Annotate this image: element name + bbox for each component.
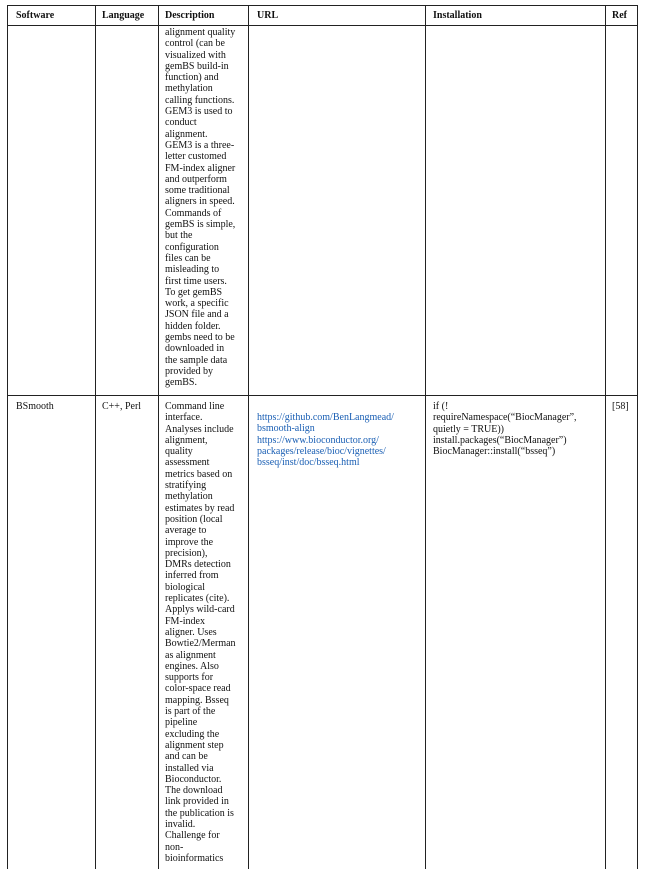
column-divider (605, 5, 606, 869)
description-line: invalid. (165, 818, 196, 830)
description-line: is part of the (165, 706, 216, 718)
column-divider (425, 5, 426, 869)
description-line: link provided in (165, 796, 229, 808)
installation-line: if (! (433, 401, 449, 412)
description-line: average to (165, 525, 207, 537)
description-line: stratifying (165, 480, 207, 492)
description-line: non- (165, 841, 184, 853)
description-line: mapping. Bsseq (165, 694, 229, 706)
description-line: installed via (165, 762, 214, 774)
description-line: gembs need to be (165, 332, 235, 344)
description-line: To get gemBS (165, 286, 223, 298)
header-description: Description (165, 10, 215, 21)
description-line: color-space read (165, 683, 231, 695)
description-line: Commands of (165, 207, 222, 219)
description-line: control (can be (165, 38, 225, 50)
description-line: engines. Also (165, 660, 219, 672)
description-line: alignment, (165, 434, 208, 446)
description-line: estimates by read (165, 502, 235, 514)
description-line: precision), (165, 547, 208, 559)
installation-line: quietly = TRUE)) (433, 423, 505, 435)
description-line: work, a specific (165, 298, 229, 310)
description-line: replicates (cite). (165, 593, 230, 605)
description-line: Command line (165, 401, 225, 412)
column-divider (95, 5, 96, 869)
description-line: Challenge for (165, 830, 220, 842)
installation-line: install.packages(“BiocManager”) (433, 434, 567, 446)
description-line: methylation (165, 491, 213, 503)
header-bottom-rule (7, 25, 637, 26)
url-link[interactable]: https://github.com/BenLangmead/ (257, 412, 394, 423)
row2-installation (433, 401, 577, 457)
description-line: aligner. Uses (165, 626, 217, 638)
description-line: misleading to (165, 264, 220, 276)
description-line: DMRs detection (165, 559, 231, 571)
url-link[interactable]: bsmooth-align (257, 423, 315, 435)
url-link[interactable]: packages/release/bioc/vignettes/ (257, 445, 386, 457)
description-line: gemBS build-in (165, 60, 229, 72)
description-line: alignment quality (165, 27, 236, 38)
description-line: and can be (165, 751, 208, 763)
description-line: Bowtie2/Merman (165, 638, 236, 650)
url-link[interactable]: https://www.bioconductor.org/ (257, 434, 379, 446)
description-line: function) and (165, 72, 219, 84)
description-line: alignment step (165, 739, 224, 751)
description-line: calling functions. (165, 94, 235, 106)
header-installation: Installation (433, 10, 482, 21)
column-divider (158, 5, 159, 869)
description-line: letter customed (165, 151, 227, 163)
description-line: inferred from (165, 570, 219, 582)
header-ref: Ref (612, 10, 627, 21)
description-line: visualized with (165, 49, 226, 61)
description-line: GEM3 is a three- (165, 139, 235, 151)
description-line: JSON file and a (165, 309, 229, 321)
description-line: pipeline (165, 717, 198, 729)
row2-software: BSmooth (16, 401, 54, 412)
description-line: but the (165, 230, 193, 242)
description-line: Applys wild-card (165, 604, 235, 616)
description-line: GEM3 is used to (165, 106, 233, 118)
url-link[interactable]: bsseq/inst/doc/bsseq.html (257, 457, 360, 469)
header-software: Software (16, 10, 55, 21)
description-line: metrics based on (165, 468, 233, 480)
row2-description (165, 401, 236, 864)
description-line: Bioconductor. (165, 773, 222, 785)
description-line: and outperform (165, 173, 227, 185)
description-line: supports for (165, 672, 214, 684)
description-line: The download (165, 785, 223, 797)
description-line: Analyses include (165, 423, 234, 435)
description-line: improve the (165, 536, 214, 548)
column-divider (248, 5, 249, 869)
installation-line: BiocManager::install(“bsseq”) (433, 446, 556, 458)
description-line: methylation (165, 83, 213, 95)
description-line: provided by (165, 365, 214, 377)
description-line: position (local (165, 513, 223, 525)
description-line: first time users. (165, 275, 227, 287)
header-language: Language (102, 10, 145, 21)
header-url: URL (257, 10, 279, 21)
installation-line: requireNamespace(“BiocManager”, (433, 412, 577, 424)
description-line: FM-index (165, 615, 205, 627)
description-line: the publication is (165, 807, 234, 819)
row-divider-rule (7, 395, 637, 396)
description-line: files can be (165, 252, 211, 264)
description-line: alignment. (165, 128, 208, 140)
description-line: hidden folder. (165, 320, 221, 332)
description-line: interface. (165, 412, 203, 424)
description-line: assessment (165, 457, 210, 469)
table-right-border (637, 5, 638, 869)
row2-language: C++, Perl (102, 401, 142, 412)
description-line: some traditional (165, 185, 230, 197)
description-line: aligners in speed. (165, 196, 235, 208)
description-line: excluding the (165, 728, 220, 740)
row2-url (257, 412, 394, 468)
description-line: as alignment (165, 649, 216, 661)
description-line: FM-index aligner (165, 162, 236, 174)
description-line: bioinformatics (165, 852, 224, 864)
row2-ref: [58] (612, 401, 629, 412)
table-left-border (7, 5, 8, 869)
description-line: gemBS is simple, (165, 219, 236, 231)
description-line: configuration (165, 241, 219, 253)
description-line: biological (165, 581, 205, 593)
description-line: conduct (165, 117, 197, 129)
description-line: quality (165, 446, 193, 458)
description-line: the sample data (165, 354, 228, 366)
description-line: gemBS. (165, 377, 197, 389)
description-line: downloaded in (165, 343, 225, 355)
row1-description (165, 27, 235, 389)
table-top-rule (7, 5, 637, 6)
